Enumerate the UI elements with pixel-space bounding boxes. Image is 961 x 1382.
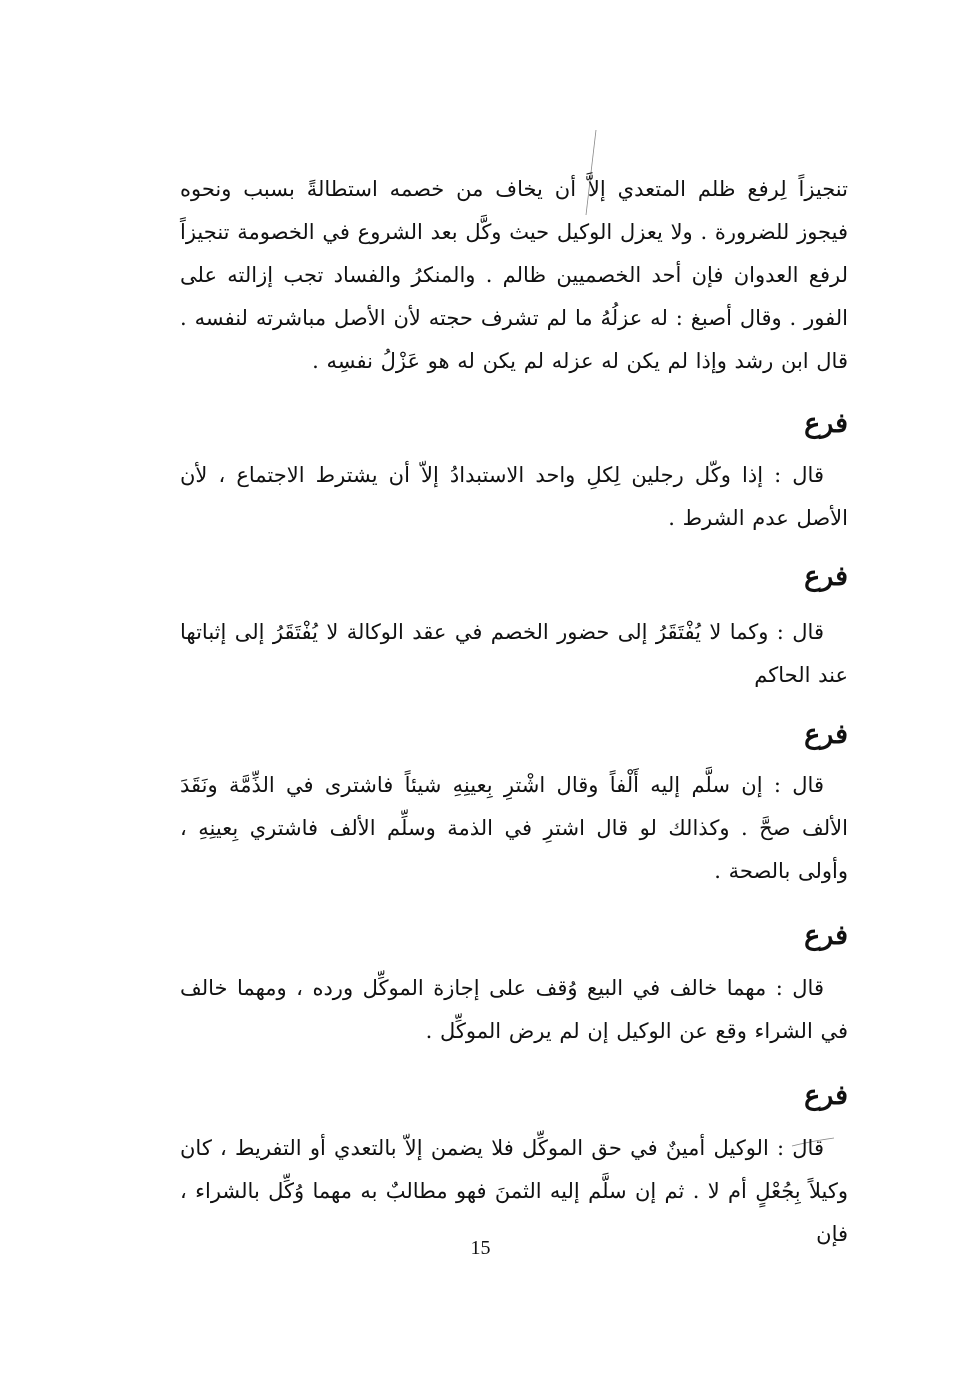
section-paragraph-2 (180, 611, 848, 697)
section-heading-4: فرع (804, 920, 848, 951)
section-paragraph-4 (180, 967, 848, 1053)
section-heading-2: فرع (804, 561, 848, 592)
intro-text: تنجيزاً لِرفع ظلم المتعدي إلاَّ أن يخاف من خصمه استطالةً بسبب ونحوه فيجوز للضرورة . ولا يعزل الوكيل حيث وكَّل بعد الشروع في الخصومة تنجيزاً لرفع العدوان فإن أحد الخصميين ظالم . والمنكرُ والفساد تجب إزالته على الفور . وقال أصبغ : له عزلُهُ ما لم تشرف حجته لأن الأصل مباشرته لنفسه . قال ابن رشد وإذا لم يكن له عزله لم يكن له هو عَزْلُ نفسِه . (180, 177, 848, 373)
section-text-5: قال : الوكيل أمينٌ في حق الموكِّل فلا يضمن إلاّ بالتعدي أو التفريط ، كان وكيلاً بِجُعْلٍ أم لا . ثم إن سلَّم إليه الثمنَ فهو مطالبٌ به مهما وُكِّل بالشراء ، فإن (180, 1136, 848, 1246)
section-text-4: قال : مهما خالف في البيع وُقف على إجازة الموكِّل ورده ، ومهما خالف في الشراء وقع عن الوكيل إن لم يرض الموكِّل . (180, 976, 848, 1043)
section-heading-5: فرع (804, 1080, 848, 1111)
section-text-3: قال : إن سلَّم إليه أَلْفاً وقال اشْترِ بِعينِهِ شيئاً فاشترى في الذِّمَّة ونَقَدَ الألف صحَّ . وكذالك لو قال اشترِ في الذمة وسلِّم الألف فاشتري بِعينِهِ ، وأولى بالصحة . (180, 773, 848, 883)
page-number: 15 (470, 1237, 491, 1259)
section-paragraph-3 (180, 764, 848, 893)
section-paragraph-1 (180, 454, 848, 540)
section-text-1: قال : إذا وكّل رجلين لِكلِ واحد الاستبدادُ إلاّ أن يشترط الاجتماع ، لأن الأصل عدم الشرط . (180, 463, 848, 530)
section-text-2: قال : وكما لا يُفْتَقَرُ إلى حضور الخصم في عقد الوكالة لا يُفْتَقَرُ إلى إثباتها عند الحاكم (180, 620, 848, 687)
section-heading-1: فرع (804, 408, 848, 439)
intro-paragraph (180, 168, 848, 383)
section-heading-3: فرع (804, 719, 848, 750)
